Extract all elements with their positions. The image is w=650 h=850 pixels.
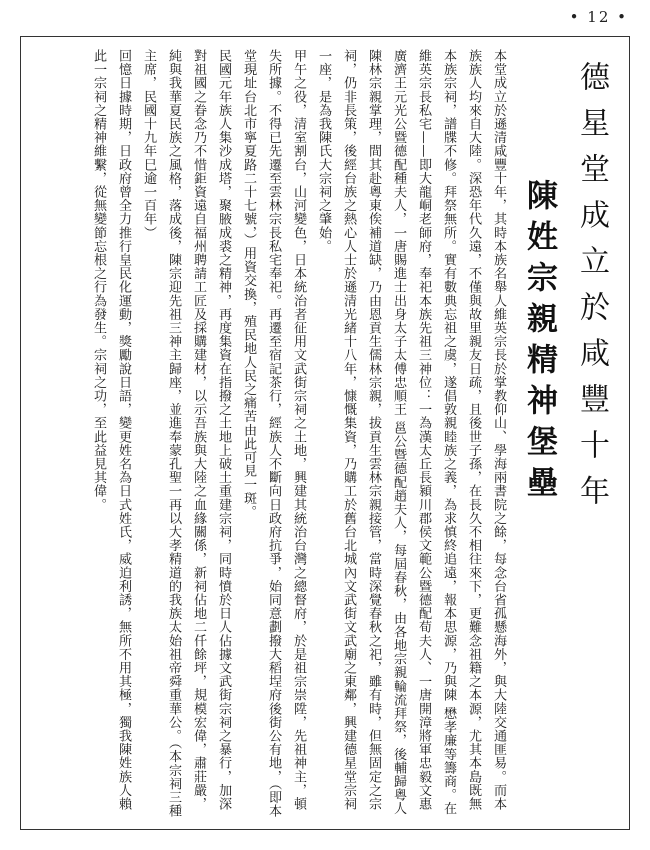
paragraph: 甲午之役，清室割台，山河變色，日本統治者征用文武街宗祠之土地，興建其統治台灣之總督府，於是祖宗崇陞，先祖神主，頓失所據。不得已先遷至雲林宗長私宅奉祀。再遷至宿記茶行，經族人不斷向日政府抗爭，始同意劃撥大稻埕府後街公有地，（即本堂現址台北市寧夏路二十七號，）用資交換，殖民地人民之痛苦由此可見一斑。 <box>241 49 306 818</box>
article-title: 德星堂成立於咸豐十年 <box>574 61 609 521</box>
page-number: • 12 • <box>569 8 628 26</box>
paragraph: 民國元年族人集沙成塔，聚腋成裘之精神，再度集資在指撥之土地上破土重建宗祠，同時憤於日人佔據文武街宗祠之暴行，加深對祖國之眷念乃不惜鉅資遠自福州聘請工匠及採購建材，以示吾族與大陸之血緣關係，新祠佔地二仟餘坪，規模宏偉，肅莊嚴，純與我華夏民族之風格，落成後，陳宗迎先祖三神主歸座，並進奉蒙孔聖一再以大孝精道的我族太始祖帝舜重華公。（本宗祠三種主席，民國十九年巳逾一百年） <box>141 49 231 818</box>
article-body <box>86 49 511 819</box>
paragraph: 回憶日據時期，日政府曾全力推行皇民化運動，獎勵說日語，變更姓名為日式姓氏，威迫利誘，無所不用其極，獨我陳姓族人賴此一宗祠之精神維繫，從無變節忘根之行為發生。宗祠之功，至此益見其偉。 <box>91 49 131 811</box>
article <box>29 49 615 819</box>
text-frame <box>20 36 630 830</box>
article-subtitle: 陳姓宗親精神堡壘 <box>521 179 557 507</box>
paragraph: 本堂成立於遜清咸豐十年，其時本族名舉人維英宗長於掌教仰山、學海兩書院之餘，每念台省孤懸海外，與大陸交通匪易。而本族族人均來自大陸。深恐年代久遠，不僅與故里親友日疏，且後世子孫，在長久不相往來下，更難念祖籍之本源，尤其本島既無本族宗祠，譜牒不修。拜祭無所。實有數典忘祖之虞，遂倡敦親睦族之義，為求慎終追遠，報本思源，乃與陳 懋孝廉等籌商。在維英宗長私宅——即大龍峒老師府，奉祀本族先祖三神位：一為漢太丘長潁川郡侯文範公暨德配荀夫人、一唐開漳將軍忠毅文惠廣濟王元光公暨德配種夫人，一唐賜進士出身太子太傅忠順王 邕公暨德配趙夫人，每屆春秋，由各地宗親輪流拜祭，後輔歸粵人陳林宗親掌理，間其赴粵東俟補道缺，乃由恩貢生儒林宗親，拔貢生雲林宗親接管，當時深覺春秋之祀，雖有時，但無固定之宗祠，仍非長策，後經台族之熱心人士於遜清光緒十八年，慷慨集資，乃購工於舊台北城內文武街文武廟之東鄰，興建德星堂宗祠一座，是為我陳氏大宗祠之肇始。 <box>316 49 506 816</box>
